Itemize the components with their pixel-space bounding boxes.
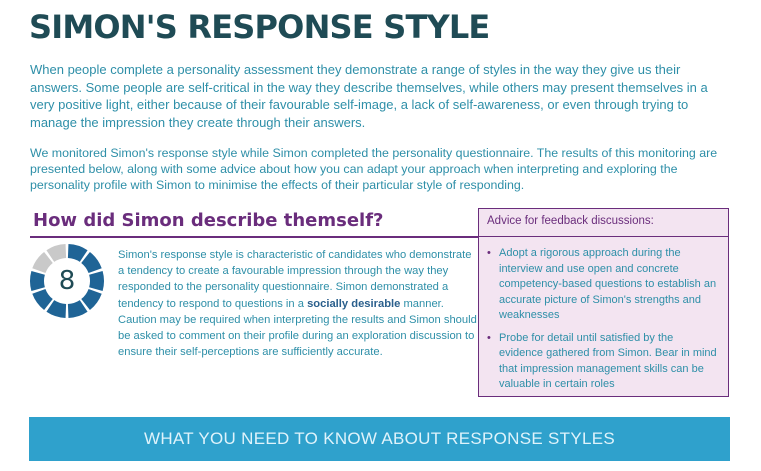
section-divider [30,236,478,238]
advice-list [479,246,728,400]
advice-item-text: Probe for detail until satisfied by the evidence gathered from Simon. Bear in mind that impression management skills can be valuable in certain roles [499,331,717,390]
bullet-icon: • [487,247,491,259]
advice-panel [478,208,729,397]
score-value: 8 [58,266,76,296]
intro-paragraph: When people complete a personality assessment they demonstrate a range of styles in the way they give us their answers. Some people are self-critical in the way they describe themselves, while others may present themselves in a very positive light, either because of their favourable self-image, a lack of self-awareness, or even through trying to manage the impression they create through their answers. [30,62,708,130]
description-text-end: manner. Caution may be required when interpreting the results and Simon should be asked to comment on their profile during an exploration discussion to ensure their self-perceptions are sufficiently accurate. [118,297,477,359]
response-style-description [118,247,478,360]
advice-item [487,246,720,324]
bullet-icon: • [487,331,491,344]
banner-text: WHAT YOU NEED TO KNOW ABOUT RESPONSE STYLES [143,429,616,448]
response-styles-banner[interactable] [29,417,730,461]
description-emphasis: socially desirable [307,297,401,310]
monitoring-paragraph: We monitored Simon's response style while Simon completed the personality questionnaire. The results of this monitoring are presented below, along with some advice about how you can adapt your approach when interpreting and exploring the personality profile with Simon to minimise the effects of their particular style of responding. [30,146,718,192]
advice-item-text: Adopt a rigorous approach during the interview and use open and concrete competency-based questions to establish an accurate picture of Simon's strengths and weaknesses [499,247,717,321]
page-title: SIMON'S RESPONSE STYLE [29,8,490,46]
section-heading: How did Simon describe themself? [33,210,384,231]
advice-heading: Advice for feedback discussions: [479,209,728,237]
description-text-start: Simon's response style is characteristic of candidates who demonstrate a tendency to create a favourable impression through the way they responded to the personality questionnaire. Simon demonstrated a tendency to respond to questions in a [118,249,472,310]
advice-item [487,331,720,393]
